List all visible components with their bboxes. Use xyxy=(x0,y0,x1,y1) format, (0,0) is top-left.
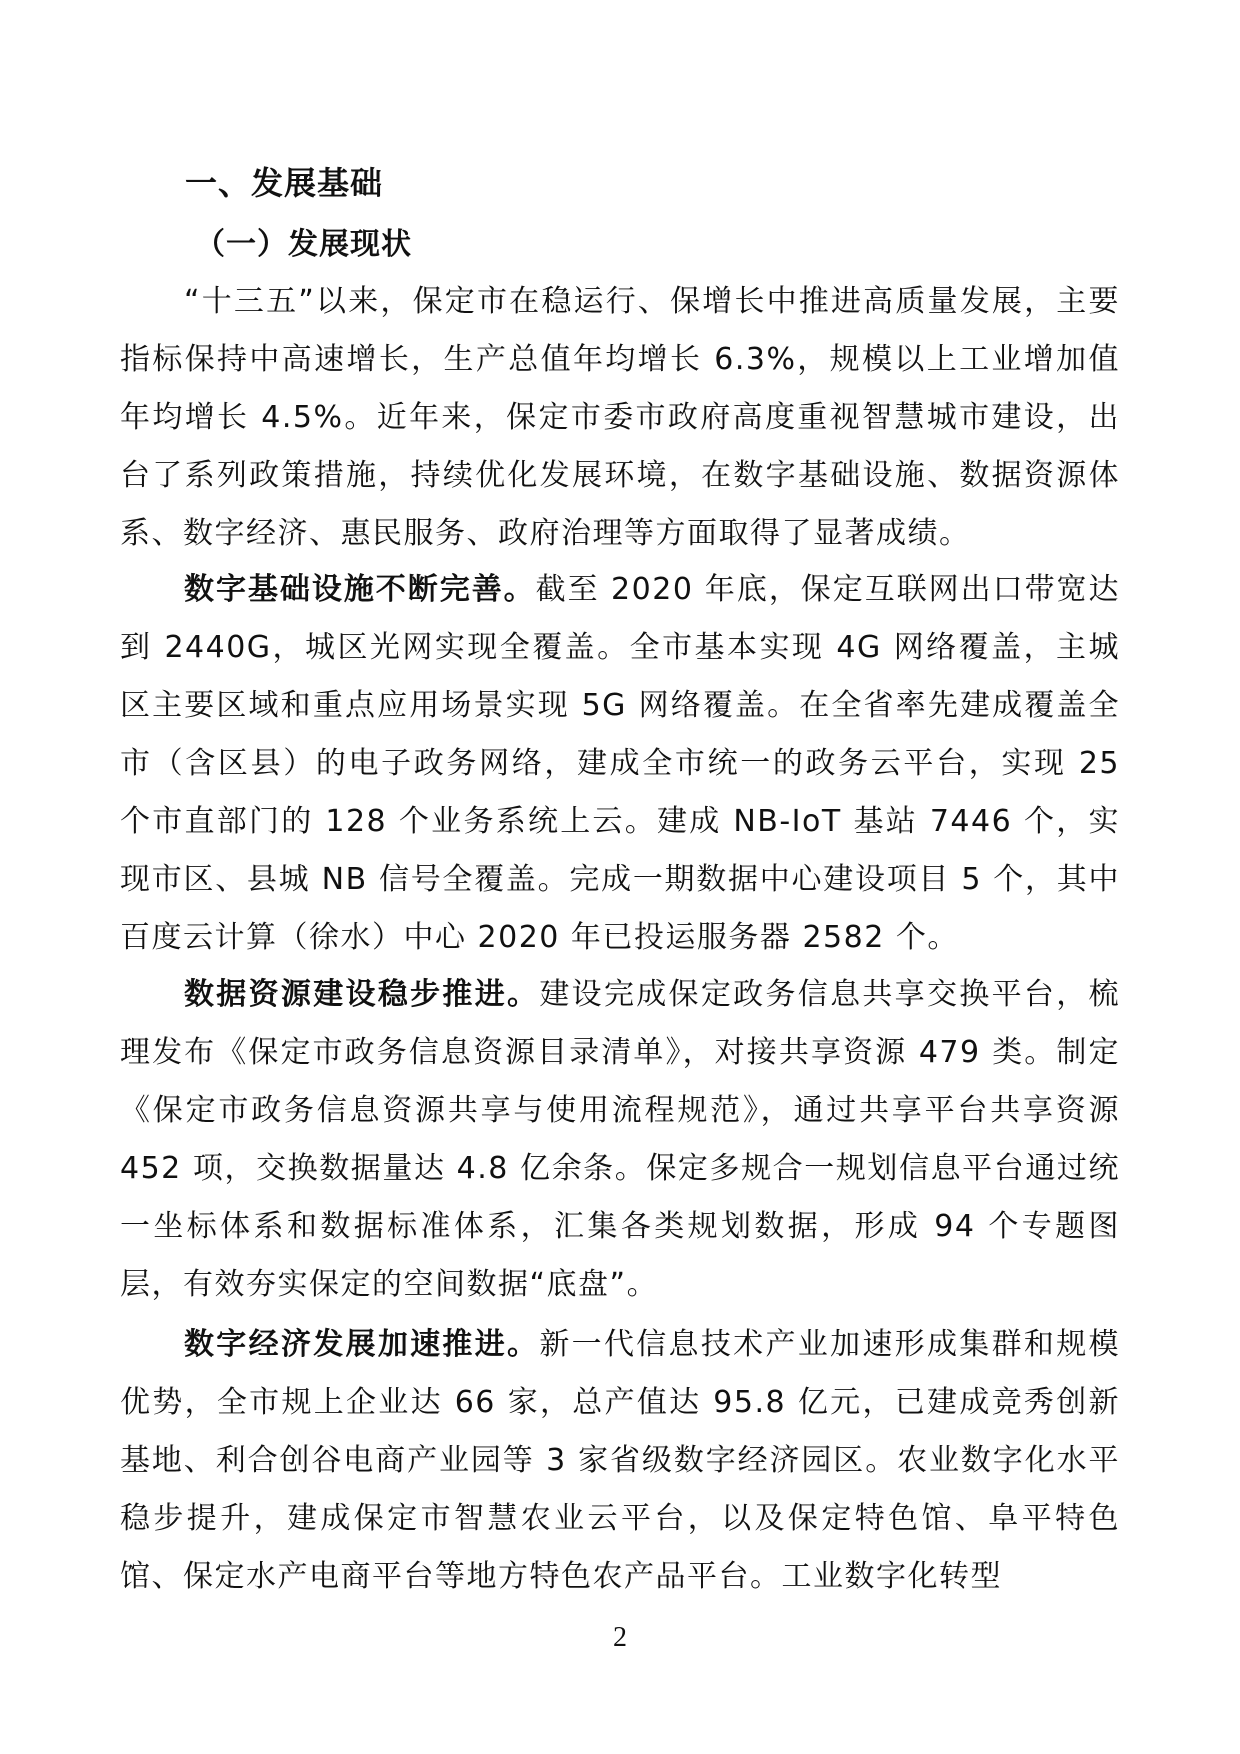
paragraph-text: “十三五”以来，保定市在稳运行、保增长中推进高质量发展，主要指标保持中高速增长，生产总值年均增长 6.3%，规模以上工业增加值年均增长 4.5%。近年来，保定市委市政府高度重视智慧城市建设，出台了系列政策措施，持续优化发展环境，在数字基础设施、数据资源体系、数字经济、惠民服务、政府治理等方面取得了显著成绩。 xyxy=(120,284,1120,551)
paragraph-lead: 数字经济发展加速推进。 xyxy=(184,1327,540,1362)
paragraph-text: 建设完成保定政务信息共享交换平台，梳理发布《保定市政务信息资源目录清单》，对接共享资源 479 类。制定《保定市政务信息资源共享与使用流程规范》，通过共享平台共享资源 452 项，交换数据量达 4.8 亿余条。保定多规合一规划信息平台通过统一坐标体系和数据标准体系，汇集各类规划数据，形成 94 个专题图层，有效夯实保定的空间数据“底盘”。 xyxy=(120,977,1121,1302)
paragraph-text: 截至 2020 年底，保定互联网出口带宽达到 2440G，城区光网实现全覆盖。全市基本实现 4G 网络覆盖，主城区主要区域和重点应用场景实现 5G 网络覆盖。在全省率先建成覆盖全市（含区县）的电子政务网络，建成全市统一的政务云平台，实现 25 个市直部门的 128 个业务系统上云。建成 NB-IoT 基站 7446 个，实现市区、县城 NB 信号全覆盖。完成一期数据中心建设项目 5 个，其中百度云计算（徐水）中心 2020 年已投运服务器 2582 个。 xyxy=(120,572,1120,955)
paragraph-lead: 数据资源建设稳步推进。 xyxy=(184,977,540,1012)
paragraph-digital-infrastructure xyxy=(120,561,1120,967)
subsection-heading: （一）发展现状 xyxy=(195,227,412,262)
paragraph-data-resources xyxy=(120,966,1120,1314)
paragraph-lead: 数字基础设施不断完善。 xyxy=(184,572,536,607)
page-number: 2 xyxy=(613,1622,627,1653)
paragraph-overview xyxy=(120,273,1120,563)
paragraph-digital-economy xyxy=(120,1316,1120,1606)
section-heading: 一、发展基础 xyxy=(185,164,384,202)
paragraph-text: 新一代信息技术产业加速形成集群和规模优势，全市规上企业达 66 家，总产值达 95.8 亿元，已建成竞秀创新基地、利合创谷电商产业园等 3 家省级数字经济园区。农业数字化水平稳步提升，建成保定市智慧农业云平台，以及保定特色馆、阜平特色馆、保定水产电商平台等地方特色农产品平台。工业数字化转型 xyxy=(120,1327,1121,1594)
